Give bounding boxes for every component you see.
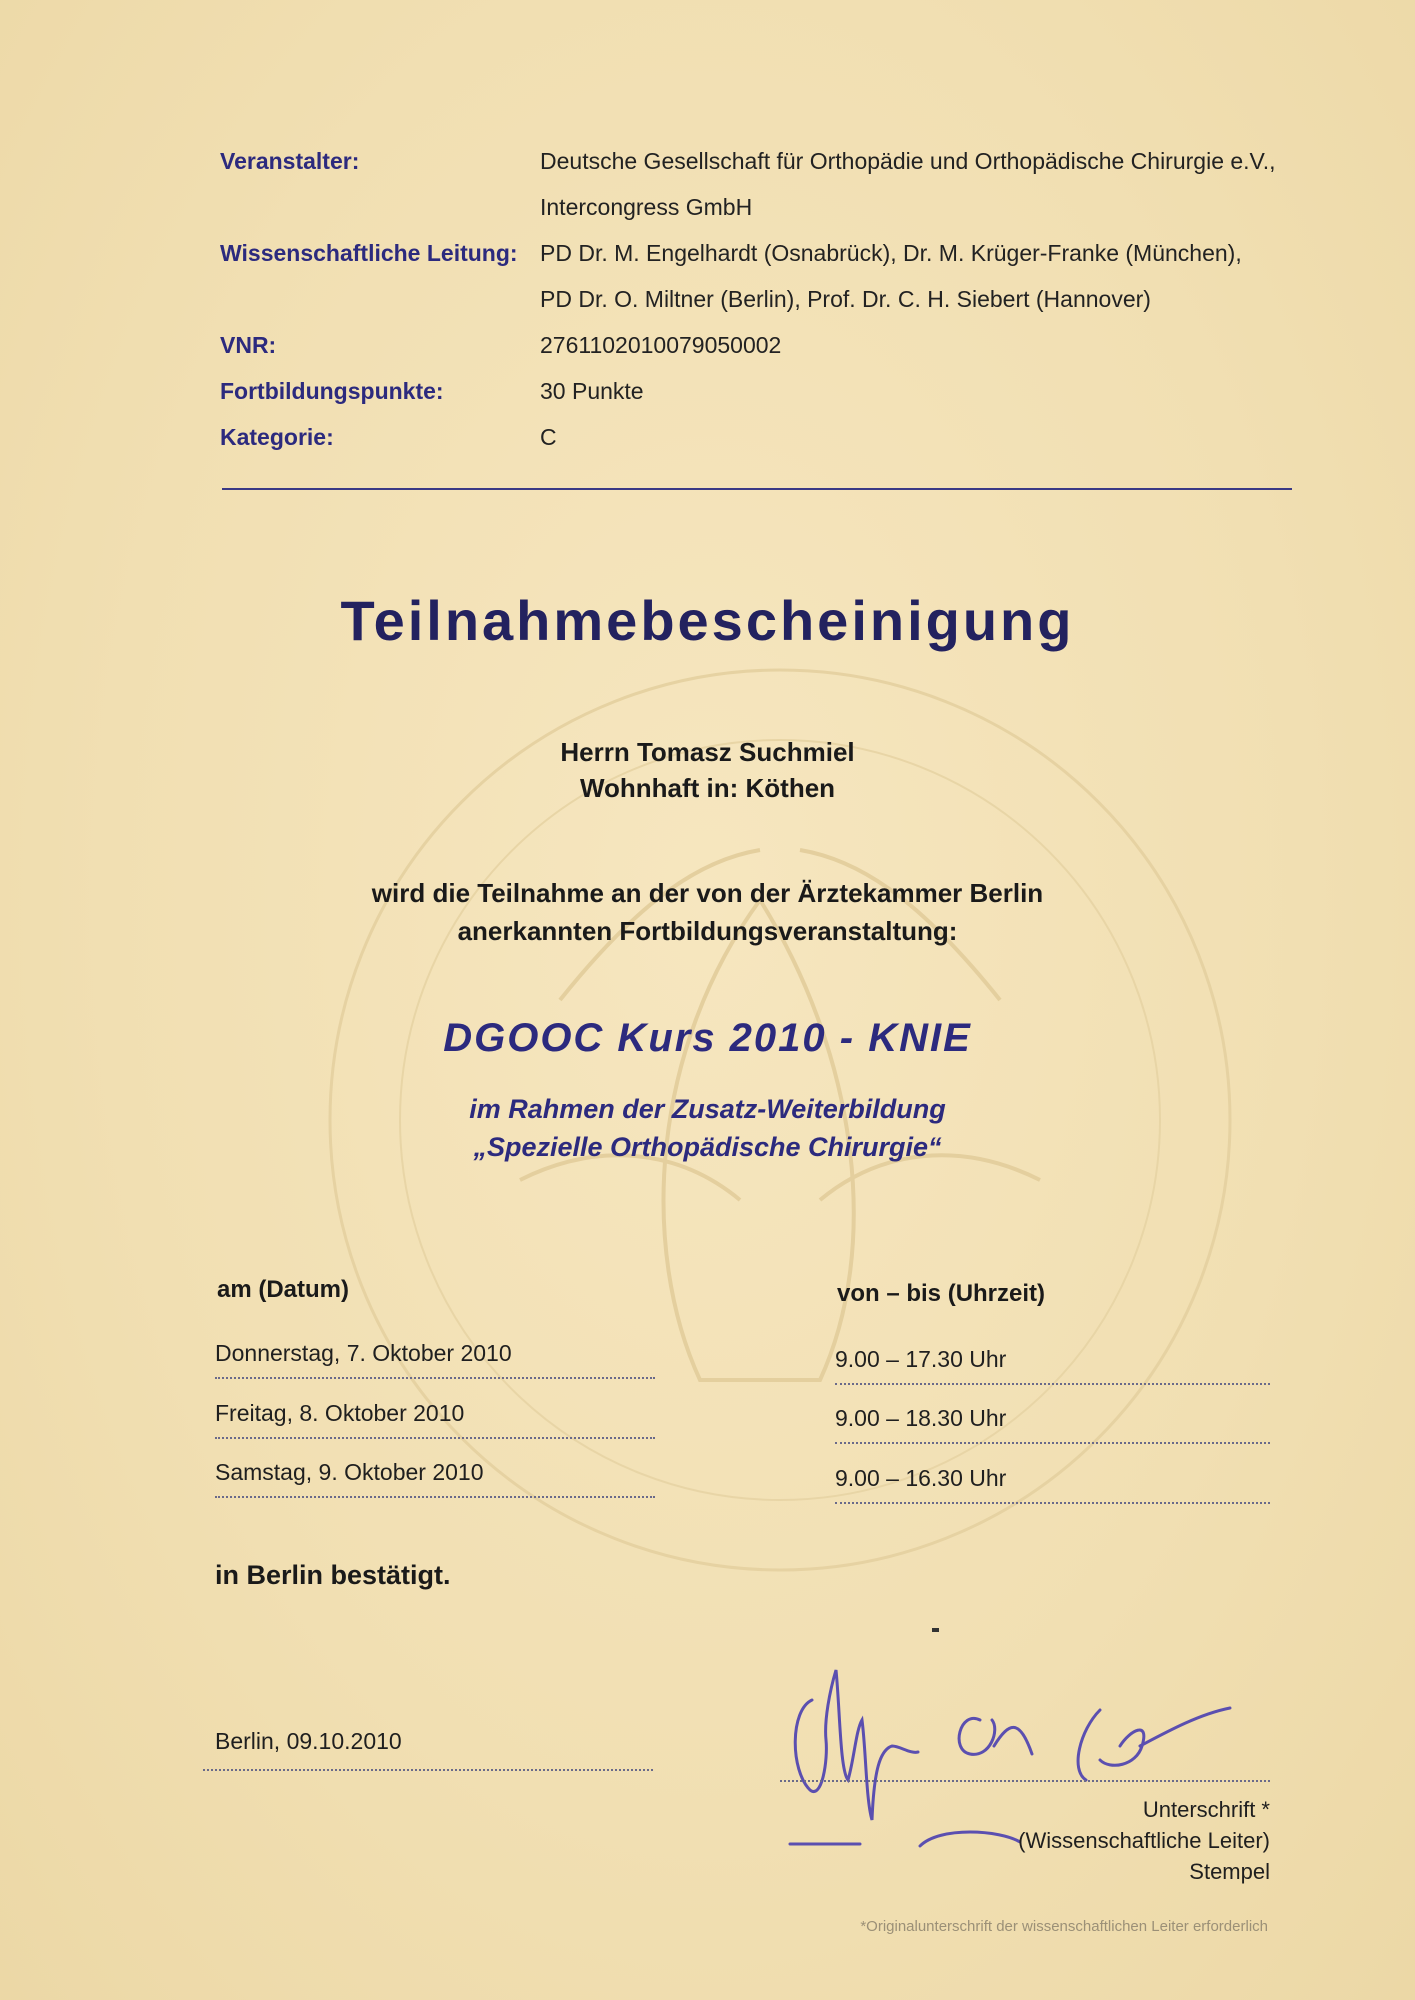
course-name: DGOOC Kurs 2010 - KNIE [443,1016,972,1060]
recipient-block [0,734,1415,806]
header-value: PD Dr. M. Engelhardt (Osnabrück), Dr. M. Krüger-Franke (München), [540,240,1242,266]
schedule-date: Donnerstag, 7. Oktober 2010 [215,1340,655,1379]
signature-role-label: (Wissenschaftliche Leiter) [1018,1828,1270,1853]
header-info-table [220,138,1320,460]
schedule-time: 9.00 – 17.30 Uhr [835,1346,1270,1385]
schedule-time: 9.00 – 16.30 Uhr [835,1465,1270,1504]
header-row [220,230,1320,276]
schedule-date: Samstag, 9. Oktober 2010 [215,1459,655,1498]
header-row [220,276,1320,322]
header-row [220,368,1320,414]
header-row [220,184,1320,230]
signature-label: Unterschrift * [1142,1797,1270,1822]
statement-line: wird die Teilnahme an der von der Ärztekammer Berlin [371,878,1044,908]
recipient-residence: Wohnhaft in: Köthen [579,773,836,803]
header-divider [222,488,1292,490]
signature-labels [800,1794,1270,1887]
header-value: Deutsche Gesellschaft für Orthopädie und Orthopädische Chirurgie e.V., [540,148,1276,174]
certificate-title: Teilnahmebescheinigung [340,589,1075,652]
header-row [220,322,1320,368]
header-value: Intercongress GmbH [540,194,753,220]
header-value: C [540,424,557,450]
header-row [220,414,1320,460]
place-date: Berlin, 09.10.2010 [203,1728,653,1771]
header-value: PD Dr. O. Miltner (Berlin), Prof. Dr. C. H. Siebert (Hannover) [540,286,1151,312]
date-column-header: am (Datum) [217,1276,350,1303]
header-label: Veranstalter: [220,148,360,174]
schedule-time: 9.00 – 18.30 Uhr [835,1405,1270,1444]
header-label: Fortbildungspunkte: [220,378,444,404]
course-subtitle [0,1090,1415,1166]
recipient-name: Herrn Tomasz Suchmiel [560,737,855,767]
signature-line [780,1780,1270,1782]
header-row [220,138,1320,184]
header-label: VNR: [220,332,277,358]
statement-block [0,874,1415,950]
header-value: 30 Punkte [540,378,644,404]
header-label: Wissenschaftliche Leitung: [220,240,518,266]
header-label: Kategorie: [220,424,334,450]
schedule-date: Freitag, 8. Oktober 2010 [215,1400,655,1439]
ink-dot [932,1628,939,1632]
time-column-header: von – bis (Uhrzeit) [837,1280,1046,1307]
footnote: *Originalunterschrift der wissenschaftlichen Leiter erforderlich [860,1918,1268,1935]
header-value: 2761102010079050002 [540,332,782,358]
stamp-label: Stempel [1189,1859,1270,1884]
course-subtitle-line: „Spezielle Orthopädische Chirurgie“ [473,1132,942,1162]
confirmation-text: in Berlin bestätigt. [215,1560,451,1590]
statement-line: anerkannten Fortbildungsveranstaltung: [457,916,958,946]
course-subtitle-line: im Rahmen der Zusatz-Weiterbildung [469,1094,946,1124]
